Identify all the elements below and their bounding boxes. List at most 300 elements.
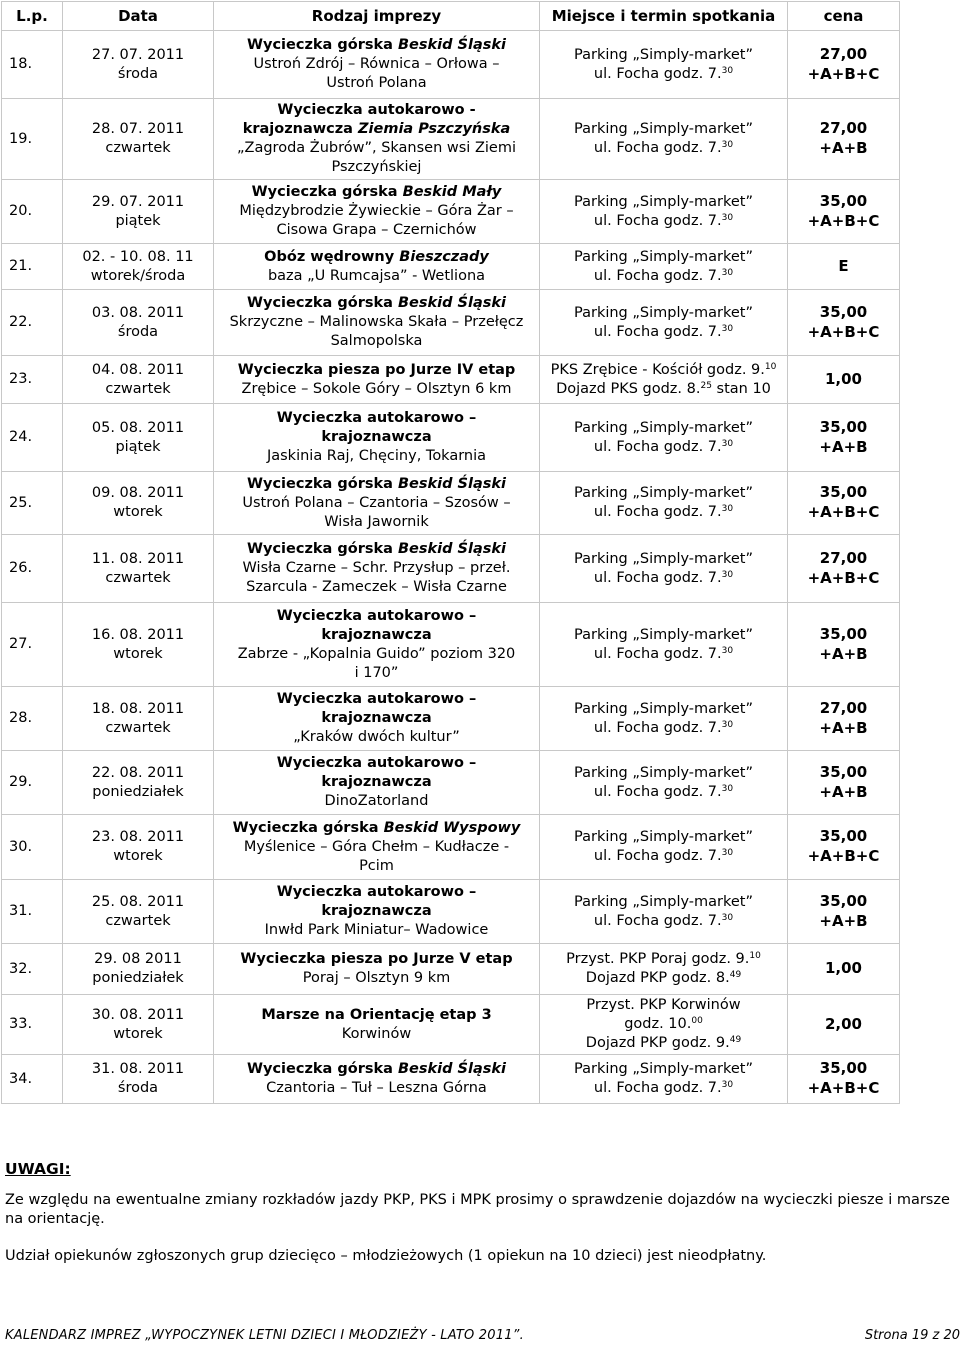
table-row: [2, 995, 900, 1055]
event-type: Wycieczka górska: [232, 819, 384, 836]
page-number: Strona 19 z 20: [864, 1328, 960, 1343]
meeting-place: Parking „Simply-market”: [574, 829, 753, 845]
row-number: 26.: [2, 535, 63, 603]
text-line: [65, 503, 211, 522]
text-line: [790, 119, 897, 139]
text-line: [65, 65, 211, 84]
text-line: [216, 578, 537, 597]
event-cell: [214, 356, 540, 404]
text-line: [790, 827, 897, 847]
text-line: [65, 212, 211, 231]
meeting-time: ul. Focha godz. 7.: [593, 1080, 722, 1096]
notes-paragraph-1: Ze względu na ewentualne zmiany rozkładów jazdy PKP, PKS i MPK prosimy o sprawdzenie dojazdów na wycieczki piesze i marsze na orientację.: [5, 1192, 950, 1227]
date: 25. 08. 2011: [91, 893, 185, 910]
price-cell: [788, 99, 900, 180]
superscript-minutes: 30: [721, 848, 734, 858]
event-route: Ustroń Polana – Czantoria – Szosów –: [242, 494, 511, 511]
date-cell: [63, 244, 214, 290]
meeting-time: ul. Focha godz. 7.: [593, 912, 722, 929]
text-line: [542, 484, 785, 503]
event-cell: [214, 31, 540, 99]
date-cell: [63, 687, 214, 751]
price-options: +A+B: [819, 644, 868, 663]
text-line: [216, 969, 537, 988]
date: 03. 08. 2011: [91, 304, 185, 321]
row-number: 29.: [2, 751, 63, 815]
price: 35,00: [819, 191, 868, 210]
table-row: [2, 244, 900, 290]
meeting-cell: [540, 687, 788, 751]
text-line: [216, 754, 537, 773]
price-cell: [788, 180, 900, 244]
date: 11. 08. 2011: [91, 550, 185, 567]
text-line: [65, 719, 211, 738]
text-line: [542, 569, 785, 588]
meeting-place: Parking „Simply-market”: [574, 626, 753, 643]
superscript-minutes: 30: [721, 783, 734, 794]
date-cell: [63, 99, 214, 180]
event-region: Beskid Śląski: [397, 541, 506, 557]
price: 27,00: [819, 119, 868, 137]
date-cell: [63, 180, 214, 244]
date: 04. 08. 2011: [91, 361, 185, 378]
text-line: [790, 1015, 897, 1035]
weekday: środa: [117, 65, 159, 82]
table-row: [2, 815, 900, 880]
text-line: [65, 46, 211, 65]
price-cell: [788, 356, 900, 404]
event-region: Beskid Mały: [402, 184, 502, 200]
price: 2,00: [824, 1014, 862, 1033]
text-line: [542, 626, 785, 645]
notes-title: UWAGI:: [5, 1160, 71, 1178]
text-line: [542, 361, 785, 380]
text-line: [542, 1034, 785, 1053]
price-cell: [788, 603, 900, 687]
row-number: 18.: [2, 31, 63, 99]
weekday: środa: [117, 323, 159, 340]
text-line: [65, 323, 211, 342]
price: 35,00: [819, 891, 868, 910]
text-line: [65, 304, 211, 323]
superscript-minutes: 30: [721, 323, 734, 334]
meeting-cell: [540, 603, 788, 687]
text-line: [216, 626, 537, 645]
superscript-minutes: 25: [700, 380, 712, 391]
meeting-time: ul. Focha godz. 7.: [593, 504, 722, 520]
text-line: [542, 46, 785, 65]
superscript-minutes: 30: [721, 267, 734, 278]
superscript-minutes: 30: [721, 1080, 734, 1090]
text-line: [65, 969, 211, 988]
text-line: [542, 212, 785, 231]
date-cell: [63, 1055, 214, 1104]
date-cell: [63, 356, 214, 404]
event-cell: [214, 1055, 540, 1104]
text-line: [216, 664, 537, 683]
text-line: [216, 513, 537, 532]
text-line: [216, 902, 537, 921]
text-line: [790, 783, 897, 803]
price-cell: [788, 880, 900, 944]
event-route: krajoznawcza: [321, 429, 432, 445]
event-cell: [214, 472, 540, 535]
row-number: 33.: [2, 995, 63, 1055]
notes-paragraph-2: Udział opiekunów zgłoszonych grup dziecięco – młodzieżowych (1 opiekun na 10 dzieci) jest nieodpłatny.: [5, 1248, 767, 1264]
text-line: [65, 847, 211, 866]
weekday: wtorek: [113, 1025, 163, 1042]
event-route: Korwinów: [341, 1025, 412, 1042]
text-line: [65, 419, 211, 438]
text-line: [216, 361, 537, 380]
event-cell: [214, 99, 540, 180]
meeting-time: ul. Focha godz. 7.: [593, 645, 722, 662]
text-line: [542, 719, 785, 738]
superscript-minutes: 30: [721, 438, 734, 449]
row-number: 19.: [2, 99, 63, 180]
meeting-time: ul. Focha godz. 7.: [593, 569, 722, 586]
row-number: 24.: [2, 404, 63, 472]
text-line: [216, 1006, 537, 1025]
text-line: [790, 139, 897, 159]
row-number: 28.: [2, 687, 63, 751]
date: 23. 08. 2011: [91, 829, 185, 845]
price: 1,00: [824, 369, 862, 388]
price-cell: [788, 1055, 900, 1104]
text-line: [790, 370, 897, 390]
meeting-place: Parking „Simply-market”: [574, 121, 753, 137]
text-line: [542, 304, 785, 323]
row-number: 34.: [2, 1055, 63, 1104]
event-region: Ziemia Pszczyńska: [358, 121, 511, 137]
text-line: [790, 549, 897, 569]
text-line: [216, 950, 537, 969]
text-line: [65, 893, 211, 912]
text-line: [790, 763, 897, 783]
table-row: [2, 356, 900, 404]
event-route: DinoZatorland: [324, 793, 429, 809]
weekday: wtorek: [113, 645, 163, 662]
text-line: [216, 74, 537, 93]
date-cell: [63, 944, 214, 995]
event-cell: [214, 815, 540, 880]
price: 27,00: [819, 698, 868, 717]
text-line: [542, 1060, 785, 1079]
price: 35,00: [819, 624, 868, 643]
text-line: [216, 857, 537, 876]
event-route: krajoznawcza: [321, 626, 432, 643]
text-line: [542, 645, 785, 664]
text-line: [790, 503, 897, 523]
date: 02. - 10. 08. 11: [82, 248, 194, 265]
text-line: [65, 764, 211, 783]
text-line: [216, 838, 537, 857]
text-line: [542, 139, 785, 158]
weekday: wtorek: [113, 848, 163, 864]
meeting-place: Parking „Simply-market”: [574, 893, 753, 910]
date-cell: [63, 290, 214, 356]
meeting-time: ul. Focha godz. 7.: [593, 267, 722, 284]
text-line: [65, 783, 211, 802]
text-line: [542, 193, 785, 212]
table-row: [2, 472, 900, 535]
event-cell: [214, 687, 540, 751]
price-cell: [788, 290, 900, 356]
weekday: poniedziałek: [92, 970, 184, 986]
table-header-row: [2, 2, 900, 31]
price: E: [838, 256, 849, 275]
row-number: 21.: [2, 244, 63, 290]
text-line: [65, 193, 211, 212]
meeting-cell: [540, 31, 788, 99]
meeting-cell: [540, 880, 788, 944]
meeting-time: Dojazd PKP godz. 9.: [585, 1035, 730, 1051]
date: 31. 08. 2011: [91, 1061, 185, 1077]
meeting-cell: [540, 404, 788, 472]
text-line: [216, 267, 537, 286]
meeting-cell: [540, 815, 788, 880]
event-type: Wycieczka górska: [247, 541, 398, 557]
date: 22. 08. 2011: [91, 764, 185, 781]
price-cell: [788, 472, 900, 535]
date-cell: [63, 880, 214, 944]
superscript-minutes: 30: [721, 645, 734, 656]
weekday: czwartek: [105, 140, 171, 156]
event-route: Wisła Czarne – Schr. Przysłup – przeł.: [242, 560, 511, 576]
text-line: [790, 847, 897, 867]
meeting-cell: [540, 290, 788, 356]
meeting-time: ul. Focha godz. 7.: [593, 65, 722, 82]
event-route: Pcim: [359, 857, 394, 874]
text-line: [790, 645, 897, 665]
text-line: [542, 438, 785, 457]
header-type: Rodzaj imprezy: [214, 2, 540, 31]
price-cell: [788, 404, 900, 472]
header-place: Miejsce i termin spotkania: [540, 2, 788, 31]
date: 05. 08. 2011: [91, 419, 185, 436]
event-route: Myślenice – Góra Chełm – Kudłacze -: [243, 838, 510, 855]
date-cell: [63, 995, 214, 1055]
text-line: [65, 248, 211, 267]
event-cell: [214, 535, 540, 603]
text-line: [790, 625, 897, 645]
event-cell: [214, 404, 540, 472]
event-cell: [214, 244, 540, 290]
text-line: [216, 883, 537, 902]
header-price: cena: [788, 2, 900, 31]
event-type: Wycieczka górska: [247, 475, 398, 492]
event-route: Zrębice – Sokole Góry – Olsztyn 6 km: [241, 380, 512, 397]
text-line: [216, 559, 537, 578]
text-line: [542, 248, 785, 267]
text-line: [542, 783, 785, 802]
price: 35,00: [819, 483, 868, 501]
text-line: [790, 719, 897, 739]
event-type: Wycieczka górska: [247, 295, 398, 311]
text-line: [216, 221, 537, 240]
text-line: [216, 792, 537, 811]
row-number: 20.: [2, 180, 63, 244]
text-line: [65, 1060, 211, 1079]
table-row: [2, 944, 900, 995]
text-line: [216, 921, 537, 940]
price-options: +A+B: [819, 782, 868, 801]
event-type: Wycieczka autokarowo -: [277, 102, 476, 118]
event-cell: [214, 751, 540, 815]
meeting-time: ul. Focha godz. 7.: [593, 848, 722, 864]
text-line: [65, 626, 211, 645]
text-line: [790, 1079, 897, 1099]
price-options: +A+B+C: [807, 1079, 880, 1097]
text-line: [790, 257, 897, 277]
superscript-minutes: 30: [721, 504, 734, 514]
text-line: [790, 699, 897, 719]
table-row: [2, 603, 900, 687]
text-line: [216, 158, 537, 177]
date: 16. 08. 2011: [91, 626, 185, 643]
row-number: 25.: [2, 472, 63, 535]
table-row: [2, 99, 900, 180]
event-region: Beskid Śląski: [397, 1061, 506, 1077]
event-type: Wycieczka górska: [251, 184, 403, 200]
date: 29. 07. 2011: [91, 193, 185, 210]
meeting-place: Parking „Simply-market”: [574, 1061, 753, 1077]
meeting-place: Parking „Simply-market”: [574, 304, 753, 321]
meeting-cell: [540, 472, 788, 535]
price-options: +A+B+C: [807, 847, 880, 865]
event-route: Ustroń Zdrój – Równica – Orłowa –: [253, 56, 500, 72]
event-cell: [214, 180, 540, 244]
meeting-cell: [540, 180, 788, 244]
superscript-minutes: 30: [721, 719, 734, 730]
text-line: [65, 484, 211, 503]
event-cell: [214, 880, 540, 944]
weekday: piątek: [115, 438, 161, 455]
text-line: [542, 764, 785, 783]
text-line: [542, 912, 785, 931]
date-cell: [63, 535, 214, 603]
text-line: [790, 65, 897, 85]
text-line: [216, 645, 537, 664]
text-line: [216, 101, 537, 120]
event-route: krajoznawcza: [321, 710, 432, 726]
meeting-cell: [540, 356, 788, 404]
text-line: [542, 969, 785, 988]
event-region: Bieszczady: [399, 248, 489, 265]
text-line: [216, 728, 537, 747]
event-route: Inwłd Park Miniatur– Wadowice: [264, 922, 489, 938]
event-type: Marsze na Orientację etap 3: [261, 1006, 492, 1023]
date-cell: [63, 31, 214, 99]
meeting-cell: [540, 1055, 788, 1104]
text-line: [216, 313, 537, 332]
text-line: [790, 323, 897, 343]
table-row: [2, 1055, 900, 1104]
event-type: Wycieczka autokarowo –: [276, 755, 477, 771]
text-line: [542, 419, 785, 438]
event-region: Beskid Śląski: [397, 295, 506, 311]
event-type: Wycieczka górska: [247, 37, 398, 53]
header-lp: L.p.: [2, 2, 63, 31]
meeting-note: stan 10: [711, 380, 771, 397]
text-line: [65, 550, 211, 569]
text-line: [542, 323, 785, 342]
weekday: wtorek/środa: [90, 267, 186, 284]
event-route: i 170”: [354, 664, 399, 681]
meeting-place: Przyst. PKP Korwinów: [586, 997, 741, 1013]
meeting-place: Parking „Simply-market”: [574, 46, 753, 63]
price-cell: [788, 31, 900, 99]
event-route: Salmopolska: [330, 333, 423, 349]
text-line: [216, 607, 537, 626]
date-cell: [63, 404, 214, 472]
superscript-minutes: 30: [721, 140, 734, 150]
event-route: Zabrze - „Kopalnia Guido” poziom 320: [237, 645, 516, 662]
event-type: Wycieczka górska: [247, 1061, 398, 1077]
text-line: [542, 65, 785, 84]
event-type: Wycieczka autokarowo –: [276, 884, 477, 900]
table-row: [2, 290, 900, 356]
event-route: Międzybrodzie Żywieckie – Góra Żar –: [239, 203, 514, 219]
meeting-place: Parking „Simply-market”: [574, 550, 753, 567]
text-line: [216, 1060, 537, 1079]
date: 29. 08 2011: [94, 951, 182, 967]
event-type: Wycieczka autokarowo –: [276, 410, 477, 426]
meeting-time: ul. Focha godz. 7.: [593, 323, 722, 340]
text-line: [65, 700, 211, 719]
price: 27,00: [819, 548, 868, 567]
row-number: 22.: [2, 290, 63, 356]
price-options: +A+B+C: [807, 503, 880, 521]
price-options: +A+B: [819, 437, 868, 456]
meeting-place: Parking „Simply-market”: [574, 193, 753, 210]
table-row: [2, 535, 900, 603]
text-line: [216, 139, 537, 158]
superscript-minutes: 30: [721, 212, 734, 223]
date: 28. 07. 2011: [91, 121, 185, 137]
table-row: [2, 687, 900, 751]
text-line: [216, 332, 537, 351]
price: 27,00: [819, 44, 868, 63]
price-options: +A+B: [819, 139, 868, 157]
event-type: Obóz wędrowny: [264, 248, 400, 265]
meeting-time: ul. Focha godz. 7.: [593, 719, 722, 736]
text-line: [542, 893, 785, 912]
event-cell: [214, 603, 540, 687]
text-line: [216, 55, 537, 74]
event-route: Ustroń Polana: [326, 75, 427, 91]
price: 35,00: [819, 827, 868, 845]
row-number: 30.: [2, 815, 63, 880]
text-line: [216, 494, 537, 513]
text-line: [542, 1079, 785, 1098]
price-options: +A+B+C: [807, 64, 880, 83]
text-line: [216, 709, 537, 728]
date-cell: [63, 815, 214, 880]
price-cell: [788, 535, 900, 603]
text-line: [542, 267, 785, 286]
date-cell: [63, 472, 214, 535]
superscript-minutes: 30: [721, 65, 734, 76]
meeting-time: ul. Focha godz. 7.: [593, 212, 722, 229]
text-line: [65, 569, 211, 588]
price-options: +A+B: [819, 911, 868, 930]
event-type: Wycieczka autokarowo –: [276, 607, 477, 624]
text-line: [216, 248, 537, 267]
date: 27. 07. 2011: [91, 46, 185, 63]
text-line: [790, 45, 897, 65]
event-route: krajoznawcza: [321, 903, 432, 919]
